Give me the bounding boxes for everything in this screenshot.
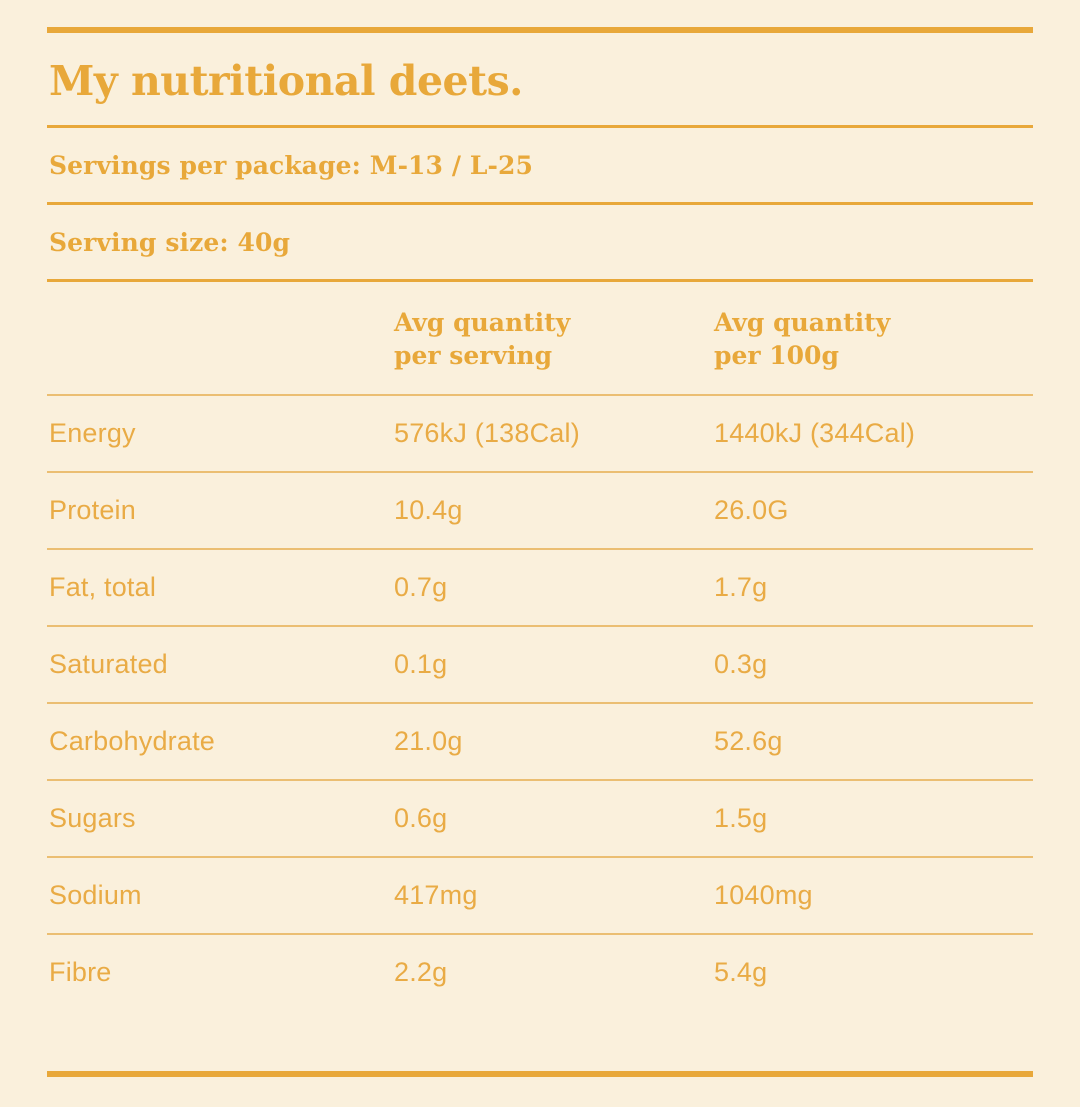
column-header-per-100g-line1: Avg quantity (714, 308, 891, 338)
row-per-100g: 1.5g (712, 780, 1033, 857)
row-per-100g: 26.0G (712, 472, 1033, 549)
row-per-100g: 1440kJ (344Cal) (712, 395, 1033, 472)
table-row (47, 395, 1033, 472)
table-row (47, 857, 1033, 934)
row-per-serving: 10.4g (392, 472, 712, 549)
table-header-row (47, 282, 1033, 395)
table-row (47, 780, 1033, 857)
row-per-serving: 417mg (392, 857, 712, 934)
row-label: Energy (47, 395, 392, 472)
row-label: Saturated (47, 626, 392, 703)
table-row (47, 472, 1033, 549)
column-header-per-serving-line1: Avg quantity (394, 308, 571, 338)
row-label: Protein (47, 472, 392, 549)
column-header-per-100g (712, 282, 1033, 395)
row-per-serving: 2.2g (394, 957, 448, 988)
serving-size: Serving size: 40g (49, 228, 291, 258)
servings-per-package: Servings per package: M-13 / L-25 (49, 151, 534, 181)
row-per-serving: 0.1g (392, 626, 712, 703)
row-label: Sodium (47, 857, 392, 934)
row-per-100g: 52.6g (712, 703, 1033, 780)
row-label: Carbohydrate (47, 703, 392, 780)
row-per-100g: 0.3g (712, 626, 1033, 703)
row-per-serving: 21.0g (392, 703, 712, 780)
nutrition-panel (0, 27, 1080, 1107)
page-title: My nutritional deets. (49, 57, 523, 105)
row-label: Fibre (49, 957, 112, 988)
bottom-divider (47, 1071, 1033, 1077)
column-header-per-100g-line2: per 100g (714, 341, 839, 371)
column-header-per-serving-line2: per serving (394, 341, 553, 371)
table-row (47, 703, 1033, 780)
row-label: Fat, total (47, 549, 392, 626)
row-per-100g: 1.7g (712, 549, 1033, 626)
row-per-serving: 576kJ (138Cal) (392, 395, 712, 472)
row-per-100g: 5.4g (714, 957, 768, 988)
table-row (47, 626, 1033, 703)
table-row (47, 549, 1033, 626)
row-per-100g: 1040mg (712, 857, 1033, 934)
column-header-nutrient (47, 282, 392, 395)
row-label: Sugars (47, 780, 392, 857)
nutrition-table (47, 282, 1033, 1010)
row-per-serving: 0.7g (392, 549, 712, 626)
column-header-per-serving (392, 282, 712, 395)
table-row (47, 934, 1033, 1010)
row-per-serving: 0.6g (392, 780, 712, 857)
